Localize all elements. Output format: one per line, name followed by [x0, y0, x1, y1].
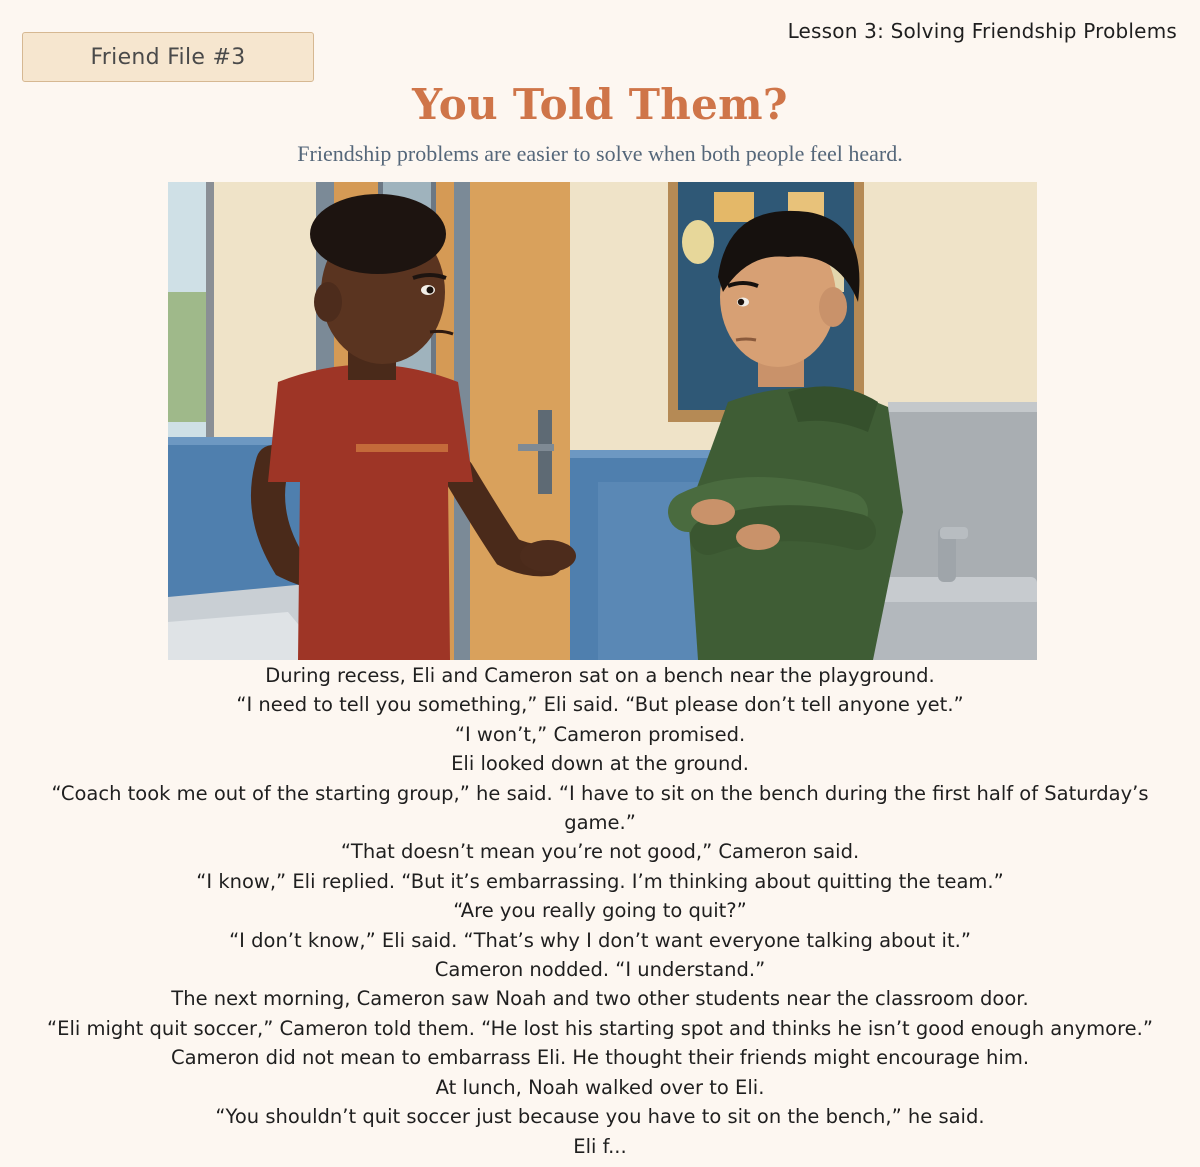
page-subtitle: Friendship problems are easier to solve when both people feel heard.: [297, 141, 903, 166]
story-paragraph: Eli f...: [573, 1134, 627, 1158]
story-paragraph: “Eli might quit soccer,” Cameron told them. “He lost his starting spot and thinks he isn’t good enough anymore.”: [47, 1016, 1153, 1040]
friend-file-badge: Friend File #3: [22, 32, 314, 82]
story-paragraph: At lunch, Noah walked over to Eli.: [435, 1075, 765, 1099]
story-paragraph: “I don’t know,” Eli said. “That’s why I don’t want everyone talking about it.”: [229, 928, 971, 952]
page-title: You Told Them?: [412, 80, 788, 129]
story-paragraph: “I need to tell you something,” Eli said. “But please don’t tell anyone yet.”: [236, 693, 964, 717]
story-paragraph: During recess, Eli and Cameron sat on a bench near the playground.: [265, 664, 935, 687]
story-paragraph: “Are you really going to quit?”: [453, 899, 747, 923]
story-paragraph: “That doesn’t mean you’re not good,” Cameron said.: [340, 840, 860, 864]
story-paragraph: The next morning, Cameron saw Noah and two other students near the classroom door.: [171, 987, 1029, 1011]
story-paragraph: Cameron nodded. “I understand.”: [434, 958, 766, 982]
two-boys-talking-icon: [168, 182, 1037, 660]
story-paragraph: “You shouldn’t quit soccer just because you have to sit on the bench,” he said.: [215, 1105, 985, 1129]
story-text: [14, 661, 1186, 1161]
story-paragraph: Cameron did not mean to embarrass Eli. He thought their friends might encourage him.: [170, 1046, 1030, 1070]
story-paragraph: “Coach took me out of the starting group,” he said. “I have to sit on the bench during the first half of Saturday’s game.”: [51, 781, 1149, 835]
story-paragraph: “I won’t,” Cameron promised.: [454, 722, 746, 746]
story-illustration: [168, 182, 1037, 660]
story-paragraph: “I know,” Eli replied. “But it’s embarrassing. I’m thinking about quitting the team.”: [196, 869, 1004, 893]
lesson-label: Lesson 3: Solving Friendship Problems: [787, 19, 1177, 43]
story-paragraph: Eli looked down at the ground.: [451, 752, 749, 776]
